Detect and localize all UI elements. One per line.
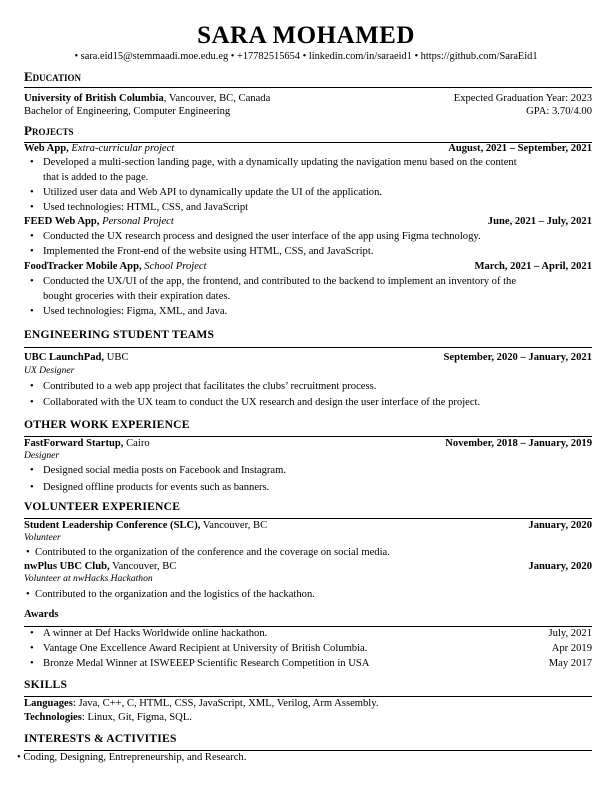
bullet-text: Developed a multi-section landing page, with a dynamically updating the navigation menu based on the content	[43, 157, 517, 168]
bullet-continuation	[30, 171, 592, 185]
award-text: Bronze Medal Winner at ISWEEEP Scientific Research Competition in USA	[43, 658, 370, 669]
gpa: GPA: 3.70/4.00	[526, 106, 592, 117]
section-heading-volunteer: VOLUNTEER EXPERIENCE	[24, 500, 181, 513]
org-name: nwPlus UBC Club,	[24, 561, 110, 572]
bullet-continuation	[30, 290, 592, 304]
bullet-text: Conducted the UX research process and designed the user interface of the app using Figma technology.	[43, 231, 481, 242]
contact-info: • sara.eid15@stemmaadi.moe.edu.eg • +17782515654 • linkedin.com/in/saraeid1 • https://github.com/SaraEid1	[74, 51, 538, 62]
education-degree-row	[24, 105, 592, 119]
school-location: , Vancouver, BC, Canada	[163, 93, 271, 104]
bullet-icon: •	[26, 547, 30, 558]
bullet-text: Utilized user data and Web API to dynamically update the UI of the application.	[43, 187, 383, 198]
bullet-icon: •	[30, 187, 34, 198]
bullet-item	[30, 380, 592, 394]
bullet-text: Used technologies: HTML, CSS, and JavaScript	[43, 202, 249, 213]
bullet-icon: •	[30, 628, 34, 639]
role: UX Designer	[24, 365, 75, 376]
skills-label: Technologies	[24, 712, 82, 723]
bullet-text: Used technologies: Figma, XML, and Java.	[43, 306, 228, 317]
bullet-item	[30, 275, 592, 289]
project-dates: June, 2021 – July, 2021	[487, 216, 592, 227]
org-dates: January, 2020	[528, 561, 592, 572]
bullet-icon: •	[30, 276, 34, 287]
candidate-name: SARA MOHAMED	[197, 22, 415, 49]
bullet-icon: •	[30, 658, 34, 669]
skills-value: : Java, C++, C, HTML, CSS, JavaScript, XML, Verilog, Arm Assembly.	[72, 698, 379, 709]
org-name: Student Leadership Conference (SLC),	[24, 520, 201, 531]
org-dates: January, 2020	[528, 520, 592, 531]
bullet-icon: •	[30, 381, 34, 392]
award-item	[30, 657, 592, 671]
bullet-icon: •	[30, 157, 34, 168]
section-heading-skills: SKILLS	[24, 678, 68, 691]
bullet-item	[30, 201, 592, 215]
org-location: Vancouver, BC	[200, 520, 268, 531]
section-heading-education: Education	[24, 69, 82, 84]
project-title: Web App,	[24, 143, 69, 154]
section-divider	[24, 347, 592, 348]
org-row	[24, 351, 592, 365]
bullet-text: Contributed to a web app project that facilitates the clubs’ recruitment process.	[43, 381, 377, 392]
bullet-icon: •	[30, 397, 34, 408]
project-title: FoodTracker Mobile App,	[24, 261, 142, 272]
bullet-text: bought groceries with their expiration dates.	[43, 291, 231, 302]
bullet-item	[26, 588, 592, 602]
project-dates: August, 2021 – September, 2021	[448, 143, 592, 154]
section-heading-interests: INTERESTS & ACTIVITIES	[24, 732, 177, 745]
project-dates: March, 2021 – April, 2021	[474, 261, 592, 272]
bullet-icon: •	[30, 465, 34, 476]
skills-label: Languages	[24, 698, 73, 709]
bullet-item	[30, 481, 592, 495]
org-name: UBC LaunchPad,	[24, 352, 105, 363]
section-heading-work: OTHER WORK EXPERIENCE	[24, 418, 190, 431]
degree: Bachelor of Engineering, Computer Engineering	[24, 106, 231, 117]
project-title: FEED Web App,	[24, 216, 100, 227]
bullet-item	[30, 305, 592, 319]
bullet-text: Collaborated with the UX team to conduct the UX research and design the user interface of the project.	[43, 397, 481, 408]
interests-text: • Coding, Designing, Entrepreneurship, and Research.	[17, 752, 247, 763]
project-type: Personal Project	[102, 216, 174, 227]
award-item	[30, 627, 592, 641]
project-type: School Project	[144, 261, 207, 272]
award-date: Apr 2019	[551, 643, 592, 654]
section-heading-projects: Projects	[24, 123, 74, 138]
award-text: A winner at Def Hacks Worldwide online hackathon.	[43, 628, 268, 639]
bullet-text: Conducted the UX/UI of the app, the frontend, and contributed to the backend to implement an inventory of the	[43, 276, 517, 287]
bullet-text: Implemented the Front-end of the website using HTML, CSS, and JavaScript.	[43, 246, 374, 257]
skills-technologies	[24, 711, 592, 725]
role: Volunteer	[24, 532, 61, 543]
bullet-text: Designed social media posts on Facebook and Instagram.	[43, 465, 287, 476]
education-school-row	[24, 92, 592, 106]
bullet-text: that is added to the page.	[43, 172, 149, 183]
org-location: Vancouver, BC	[109, 561, 177, 572]
bullet-item	[26, 546, 592, 560]
graduation-year: Expected Graduation Year: 2023	[453, 93, 592, 104]
org-dates: November, 2018 – January, 2019	[445, 438, 592, 449]
bullet-item	[30, 245, 592, 259]
bullet-item	[30, 156, 592, 170]
bullet-text: Designed offline products for events such as banners.	[43, 482, 270, 493]
award-date: May 2017	[548, 658, 592, 669]
bullet-icon: •	[26, 589, 30, 600]
award-date: July, 2021	[548, 628, 592, 639]
bullet-item	[30, 230, 592, 244]
org-name: FastForward Startup,	[24, 438, 124, 449]
project-title-row	[24, 215, 592, 229]
bullet-icon: •	[30, 306, 34, 317]
bullet-icon: •	[30, 202, 34, 213]
school-name: University of British Columbia	[24, 93, 164, 104]
role: Volunteer at nwHacks Hackathon	[24, 573, 153, 584]
bullet-item	[30, 396, 592, 410]
section-heading-awards: Awards	[24, 609, 59, 620]
award-text: Vantage One Excellence Award Recipient at University of British Columbia.	[43, 643, 368, 654]
org-location: UBC	[104, 352, 129, 363]
award-item	[30, 642, 592, 656]
role: Designer	[24, 450, 60, 461]
bullet-item	[30, 186, 592, 200]
bullet-icon: •	[30, 482, 34, 493]
bullet-icon: •	[30, 231, 34, 242]
org-dates: September, 2020 – January, 2021	[443, 352, 592, 363]
bullet-text: Contributed to the organization and the logistics of the hackathon.	[35, 589, 315, 600]
bullet-item	[30, 464, 592, 478]
bullet-text: Contributed to the organization of the conference and the coverage on social media.	[35, 547, 390, 558]
bullet-icon: •	[30, 246, 34, 257]
org-location: Cairo	[123, 438, 150, 449]
bullet-icon: •	[30, 643, 34, 654]
skills-languages	[24, 697, 592, 711]
section-divider	[24, 87, 592, 88]
project-title-row	[24, 142, 592, 156]
section-heading-teams: ENGINEERING STUDENT TEAMS	[24, 328, 215, 341]
project-title-row	[24, 260, 592, 274]
skills-value: : Linux, Git, Figma, SQL.	[81, 712, 192, 723]
project-type: Extra-curricular project	[71, 143, 175, 154]
